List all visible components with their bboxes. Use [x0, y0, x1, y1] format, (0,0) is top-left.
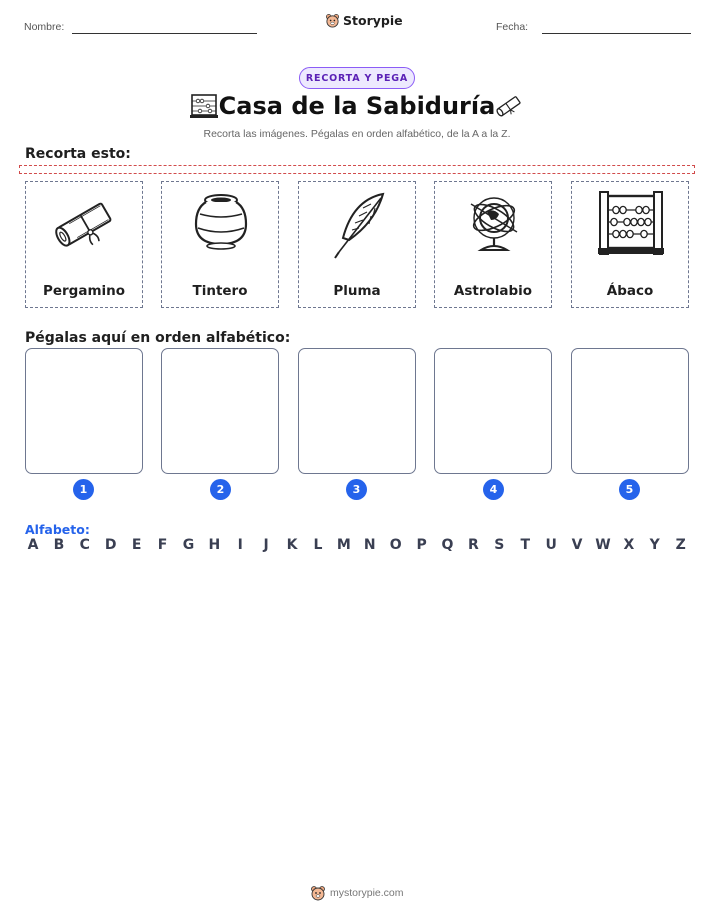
position-number-3: 3 — [346, 479, 367, 500]
paste-box-2[interactable] — [161, 348, 279, 474]
card-label: Astrolabio — [453, 283, 533, 299]
position-number-1: 1 — [73, 479, 94, 500]
inkwell-icon — [186, 190, 256, 260]
bear-mascot-icon — [310, 885, 326, 901]
page-title: Casa de la Sabiduría — [218, 92, 496, 120]
date-field[interactable] — [542, 33, 691, 34]
name-field[interactable] — [72, 33, 257, 34]
card-label: Pluma — [333, 283, 381, 299]
scroll-icon — [494, 93, 524, 119]
alphabet-letter: J — [263, 537, 269, 553]
cut-card-tintero[interactable] — [161, 181, 279, 308]
alphabet-letter: V — [571, 537, 583, 553]
alphabet-letter: Z — [675, 537, 686, 553]
alphabet-letter: N — [363, 537, 376, 553]
alphabet-letter: Y — [649, 537, 660, 553]
alphabet-letter: P — [416, 537, 427, 553]
alphabet-letter: A — [27, 537, 39, 553]
alphabet-letter: T — [520, 537, 530, 553]
alphabet-letter: X — [623, 537, 635, 553]
storypie-logo — [325, 13, 403, 28]
alphabet-letter: R — [468, 537, 479, 553]
footer — [310, 885, 404, 901]
alphabet-letter: O — [389, 537, 402, 553]
footer-url[interactable]: mystorypie.com — [330, 887, 404, 899]
card-label: Tintero — [192, 283, 248, 299]
alphabet-letter: E — [131, 537, 142, 553]
cut-line — [19, 165, 695, 174]
paste-box-5[interactable] — [571, 348, 689, 474]
alphabet-letter: I — [237, 537, 243, 553]
alphabet-label: Alfabeto: — [25, 522, 90, 537]
alphabet-letter: G — [182, 537, 195, 553]
alphabet-letter: K — [286, 537, 298, 553]
alphabet-row — [25, 537, 689, 553]
astrolabe-icon — [459, 190, 529, 260]
alphabet-letter: M — [336, 537, 351, 553]
name-label: Nombre: — [24, 21, 65, 33]
card-label: Pergamino — [42, 283, 126, 299]
date-label: Fecha: — [496, 21, 529, 33]
cut-card-pluma[interactable] — [298, 181, 416, 308]
position-number-2: 2 — [210, 479, 231, 500]
cut-card-pergamino[interactable] — [25, 181, 143, 308]
instructions: Recorta las imágenes. Pégalas en orden alfabético, de la A a la Z. — [203, 128, 511, 140]
cut-card-astrolabio[interactable] — [434, 181, 552, 308]
activity-badge: RECORTA Y PEGA — [299, 67, 415, 89]
feather-quill-icon — [323, 190, 393, 260]
alphabet-letter: B — [53, 537, 65, 553]
alphabet-letter: H — [208, 537, 221, 553]
alphabet-letter: F — [157, 537, 168, 553]
abacus-icon — [596, 190, 666, 260]
paste-box-3[interactable] — [298, 348, 416, 474]
brand-name: Storypie — [343, 13, 403, 28]
paste-section-label: Pégalas aquí en orden alfabético: — [25, 330, 291, 346]
position-number-5: 5 — [619, 479, 640, 500]
bear-mascot-icon — [325, 13, 340, 28]
paste-box-1[interactable] — [25, 348, 143, 474]
scroll-icon — [50, 190, 120, 260]
alphabet-letter: Q — [441, 537, 454, 553]
cut-section-label: Recorta esto: — [25, 146, 131, 162]
alphabet-letter: U — [545, 537, 557, 553]
alphabet-letter: D — [104, 537, 117, 553]
alphabet-letter: S — [494, 537, 505, 553]
position-number-4: 4 — [483, 479, 504, 500]
cut-card-abaco[interactable] — [571, 181, 689, 308]
alphabet-letter: L — [313, 537, 323, 553]
card-label: Ábaco — [606, 283, 654, 299]
paste-box-4[interactable] — [434, 348, 552, 474]
alphabet-letter: W — [595, 537, 611, 553]
alphabet-letter: C — [79, 537, 90, 553]
